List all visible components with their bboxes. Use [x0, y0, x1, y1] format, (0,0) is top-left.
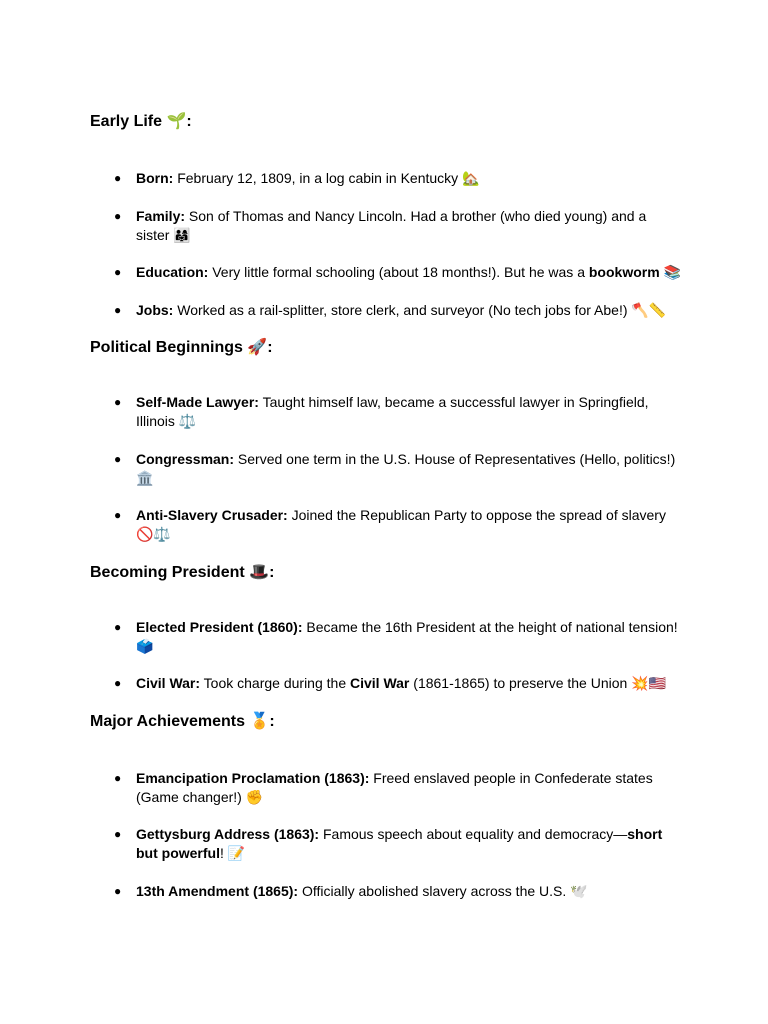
memo-icon: 📝 — [227, 846, 246, 862]
bullet-icon: ● — [114, 620, 122, 634]
section-heading: Becoming President 🎩: — [90, 562, 275, 581]
section-heading-text: Political Beginnings — [90, 339, 243, 356]
top-hat-icon: 🎩 — [249, 562, 270, 581]
item-label: Family: — [136, 208, 186, 224]
item-label: Born: — [136, 170, 174, 186]
item-text: Served one term in the U.S. House of Representatives (Hello, politics!) — [234, 451, 676, 467]
books-icon: 📚 — [663, 265, 681, 281]
item-text: Famous speech about equality and democracy— — [319, 826, 628, 842]
list-item — [90, 450, 690, 489]
list-item — [90, 169, 690, 189]
medal-icon: 🏅 — [249, 711, 270, 730]
item-label: Civil War: — [136, 675, 201, 691]
item-label: Emancipation Proclamation (1863): — [136, 770, 370, 786]
section-political-beginnings — [90, 337, 690, 543]
item-text: Taught himself law, became a successful lawyer in Springfield, Illinois — [136, 394, 649, 429]
list-item — [90, 301, 690, 321]
bullet-icon: ● — [114, 265, 122, 279]
house-icon: 🏡 — [462, 171, 480, 187]
item-strong-text: bookworm — [588, 264, 660, 280]
item-text: Became the 16th President at the height of national tension! — [302, 619, 678, 635]
list-item — [90, 263, 690, 283]
item-label: Congressman: — [136, 451, 235, 467]
bullet-icon: ● — [114, 827, 122, 841]
scales-icon: ⚖️ — [178, 414, 197, 430]
item-label: Education: — [136, 264, 209, 280]
item-label: Elected President (1860): — [136, 619, 303, 635]
axe-ruler-icon: 🪓📏 — [631, 303, 667, 319]
section-heading: Political Beginnings 🚀: — [90, 337, 273, 356]
explosion-flag-icon: 💥🇺🇸 — [631, 676, 667, 692]
item-label: Anti-Slavery Crusader: — [136, 507, 288, 523]
item-text: February 12, 1809, in a log cabin in Kentucky — [173, 170, 463, 186]
item-text: Freed enslaved people in Confederate states (Game changer!) — [136, 770, 653, 805]
item-strong-text: short but powerful — [136, 826, 663, 861]
list-item — [90, 825, 690, 864]
list-item — [90, 882, 690, 902]
item-text: Joined the Republican Party to oppose the spread of slavery — [287, 507, 666, 523]
item-text: Son of Thomas and Nancy Lincoln. Had a brother (who died young) and a sister — [136, 208, 647, 243]
section-heading: Early Life 🌱: — [90, 111, 192, 130]
section-heading-text: Major Achievements — [90, 713, 246, 730]
list-item — [90, 506, 690, 545]
item-label: Gettysburg Address (1863): — [136, 826, 320, 842]
prohibited-scales-icon: 🚫⚖️ — [136, 527, 171, 543]
list-item — [90, 674, 690, 694]
section-becoming-president — [90, 562, 690, 692]
bullet-icon: ● — [114, 395, 122, 409]
bullet-icon: ● — [114, 884, 122, 898]
family-icon: 👨‍👩‍👧 — [173, 228, 191, 244]
raised-fist-icon: ✊ — [245, 790, 264, 806]
list-item — [90, 393, 690, 432]
dove-icon: 🕊️ — [570, 884, 588, 900]
section-major-achievements — [90, 711, 690, 900]
item-text: Very little formal schooling (about 18 months!). But he was a — [208, 264, 589, 280]
item-text-after: ! — [220, 845, 228, 861]
item-text: Worked as a rail-splitter, store clerk, and surveyor (No tech jobs for Abe!) — [173, 302, 632, 318]
bullet-icon: ● — [114, 771, 122, 785]
item-strong-text: Civil War — [350, 675, 410, 691]
list-item — [90, 207, 690, 246]
item-label: Jobs: — [136, 302, 174, 318]
bullet-icon: ● — [114, 209, 122, 223]
section-heading-text: Becoming President — [90, 564, 245, 581]
bullet-icon: ● — [114, 171, 122, 185]
list-item — [90, 618, 690, 657]
item-text-after: (1861-1865) to preserve the Union — [409, 675, 632, 691]
item-text: Took charge during the — [200, 675, 350, 691]
seedling-icon: 🌱 — [166, 111, 187, 130]
section-heading-text: Early Life — [90, 113, 163, 130]
section-heading: Major Achievements 🏅: — [90, 711, 275, 730]
bullet-icon: ● — [114, 508, 122, 522]
item-label: 13th Amendment (1865): — [136, 883, 299, 899]
section-early-life — [90, 111, 690, 319]
list-item — [90, 769, 690, 808]
classical-building-icon: 🏛️ — [136, 471, 154, 487]
item-text: Officially abolished slavery across the U.S. — [298, 883, 571, 899]
bullet-icon: ● — [114, 452, 122, 466]
item-label: Self-Made Lawyer: — [136, 394, 259, 410]
rocket-icon: 🚀 — [247, 337, 268, 356]
ballot-box-icon: 🗳️ — [136, 639, 154, 655]
bullet-icon: ● — [114, 303, 122, 317]
bullet-icon: ● — [114, 676, 122, 690]
